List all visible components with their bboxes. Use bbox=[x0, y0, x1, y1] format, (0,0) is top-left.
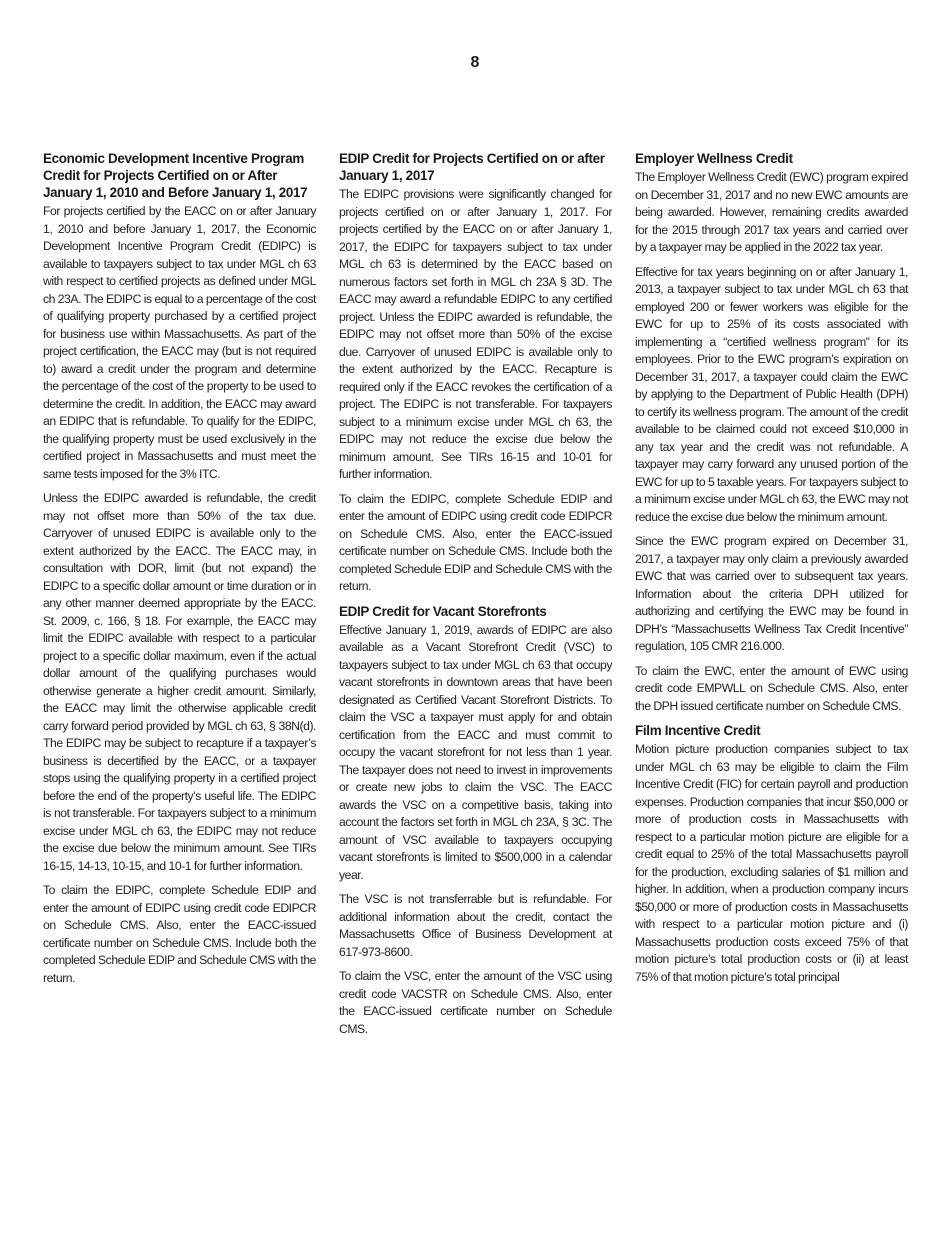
document-columns bbox=[43, 150, 908, 1045]
paragraph-edip-2017-overview: The EDIPC provisions were significantly changed for projects certified on or after January 1, 2017. For projects certified by the EACC on or after January 1, 2017, the EDIPC for taxpayers subject to tax under MGL ch 63 is determined by the EACC based on numerous factors set forth in MGL ch 23A § 3D. The EACC may award a refundable EDIPC to any certified project. Unless the EDIPC awarded is refundable, the EDIPC may not offset more than 50% of the excise due. Carryover of unused EDIPC is available only to the extent authorized by the EACC. Recapture is required only if the EACC revokes the certification of a project. The EDIPC is not transferable. For taxpayers subject to a minimum excise under MGL ch 63, the EDIPC may not reduce the excise due below the minimum amount. See TIRs 16-15 and 10-01 for further information. bbox=[339, 187, 612, 481]
paragraph-ewc-claim: To claim the EWC, enter the amount of EWC using credit code EMPWLL on Schedule CMS. Also, enter the DPH issued certificate number on Schedule CMS. bbox=[635, 663, 908, 713]
heading-employer-wellness: Employer Wellness Credit bbox=[635, 151, 793, 166]
page-number: 8 bbox=[470, 54, 480, 71]
paragraph-ewc-carryover: Since the EWC program expired on December 31, 2017, a taxpayer may only claim a previously awarded EWC that was carried over to subsequent tax years. Information about the criteria DPH utilized for authorizing and certifying the EWC may be found in DPH’s “Massachusetts Wellness Tax Credit Incentive” regulation, 105 CMR 216.000. bbox=[635, 534, 908, 653]
paragraph-edipc-claim: To claim the EDIPC, complete Schedule EDIP and enter the amount of EDIPC using credit code EDIPCR on Schedule CMS. Also, enter the EACC-issued certificate number on Schedule CMS. Include both the completed Schedule EDIP and Schedule CMS with the return. bbox=[43, 883, 316, 985]
heading-vacant-storefronts: EDIP Credit for Vacant Storefronts bbox=[339, 603, 547, 619]
heading-edip-2017: EDIP Credit for Projects Certified on or after January 1, 2017 bbox=[339, 151, 605, 183]
column-middle bbox=[339, 150, 612, 1045]
paragraph-fic-overview: Motion picture production companies subject to tax under MGL ch 63 may be eligible to claim the Film Incentive Credit (FIC) for certain payroll and production expenses. Production companies that incur $50,000 or more of production costs in Massachusetts with respect to a particular motion picture are eligible for a credit equal to 25% of the total Massachusetts payroll for the production, excluding salaries of $1 million and higher. In addition, when a production company incurs $50,000 or more of production costs in Massachusetts with respect to a particular motion picture and (i) Massachusetts production costs exceed 75% of that motion picture’s total production costs or (ii) at least 75% of that motion picture’s total principal bbox=[635, 742, 908, 984]
paragraph-vsc-claim: To claim the VSC, enter the amount of the VSC using credit code VACSTR on Schedule CMS. Also, enter the EACC-issued certificate number on Schedule CMS. bbox=[339, 969, 612, 1036]
column-right bbox=[635, 150, 908, 1045]
heading-film-incentive: Film Incentive Credit bbox=[635, 723, 761, 738]
paragraph-edipc-limits: Unless the EDIPC awarded is refundable, the credit may not offset more than 50% of the tax due. Carryover of unused EDIPC is available only to the extent authorized by the EACC. The EACC may, in consultation with DOR, limit (but not expand) the EDIPC to a specific dollar amount or time duration or in any other manner deemed appropriate by the EACC. St. 2009, c. 166, § 18. For example, the EACC may limit the EDIPC available with respect to a particular project to a specific dollar maximum, even if the actual dollar amount of the qualifying purchases would otherwise generate a higher credit amount. Similarly, the EACC may limit the otherwise applicable credit carry forward period provided by MGL ch 63, § 38N(d). The EDIPC may be subject to recapture if a taxpayer’s business is decertified by the EACC, or a taxpayer stops using the qualifying property in a certified project before the end of the property’s useful life. The EDIPC is not transferable. For taxpayers subject to a minimum excise under MGL ch 63, the EDIPC may not reduce the excise due below the minimum amount. See TIRs 16-15, 14-13, 10-15, and 10-1 for further information. bbox=[43, 491, 316, 873]
paragraph-ewc-expired: The Employer Wellness Credit (EWC) program expired on December 31, 2017 and no new EWC amounts are being awarded. However, remaining credits awarded for the 2015 through 2017 tax years and carried over by a taxpayer may be applied in the 2022 tax year. bbox=[635, 170, 908, 254]
heading-edipc-2010-2017: Economic Development Incentive Program Credit for Projects Certified on or After January 1, 2010 and Before January 1, 2017 bbox=[43, 151, 308, 200]
paragraph-vsc-refundable: The VSC is not transferrable but is refundable. For additional information about the credit, contact the Massachusetts Office of Business Development at 617-973-8600. bbox=[339, 892, 612, 959]
paragraph-ewc-eligibility: Effective for tax years beginning on or after January 1, 2013, a taxpayer subject to tax under MGL ch 63 that employed 200 or fewer workers was eligible for the EWC for up to 25% of its costs associated with implementing a “certified wellness program” for its employees. Prior to the EWC program’s expiration on December 31, 2017, a taxpayer could claim the EWC by applying to the Department of Public Health (DPH) to certify its wellness program. The amount of the credit available to be claimed could not exceed $10,000 in any tax year and the credit was not refundable. A taxpayer may carry forward any unused portion of the EWC for up to 5 taxable years. For taxpayers subject to a minimum excise under MGL ch 63, the EWC may not reduce the excise due below the minimum amount. bbox=[635, 264, 908, 524]
paragraph-vsc-overview: Effective January 1, 2019, awards of EDIPC are also available as a Vacant Storefront Credit (VSC) to taxpayers subject to tax under MGL ch 63 that occupy vacant storefronts in downtown areas that have been designated as Certified Vacant Storefront Districts. To claim the VSC a taxpayer must apply for and obtain certification from the EACC and must commit to occupy the vacant storefront for not less than 1 year. The taxpayer does not need to invest in improvements or create new jobs to claim the VSC. The EACC awards the VSC on a competitive basis, taking into account the factors set forth in MGL ch 23A, § 3C. The amount of VSC available to taxpayers occupying vacant storefronts is limited to $500,000 in a calendar year. bbox=[339, 622, 612, 882]
paragraph-edipc-overview: For projects certified by the EACC on or after January 1, 2010 and before January 1, 2017, the Economic Development Incentive Program Credit (EDIPC) is available to taxpayers subject to tax under MGL ch 63 with respect to certified projects as defined under MGL ch 23A. The EDIPC is equal to a percentage of the cost of qualifying property purchased by a certified project for business use within Massachusetts. As part of the project certification, the EACC may (but is not required to) award a credit under the program and determine the percentage of the cost of the property to be used to determine the credit. In addition, the EACC may award an EDIPC that is refundable. To qualify for the EDIPC, the qualifying property must be used exclusively in the certified project in Massachusetts and must meet the same tests imposed for the 3% ITC. bbox=[43, 204, 316, 481]
column-left bbox=[43, 150, 316, 1045]
paragraph-edip-2017-claim: To claim the EDIPC, complete Schedule EDIP and enter the amount of EDIPC using credit code EDIPCR on Schedule CMS. Also, enter the EACC-issued certificate number on Schedule CMS. Include both the completed Schedule EDIP and Schedule CMS with the return. bbox=[339, 491, 612, 593]
